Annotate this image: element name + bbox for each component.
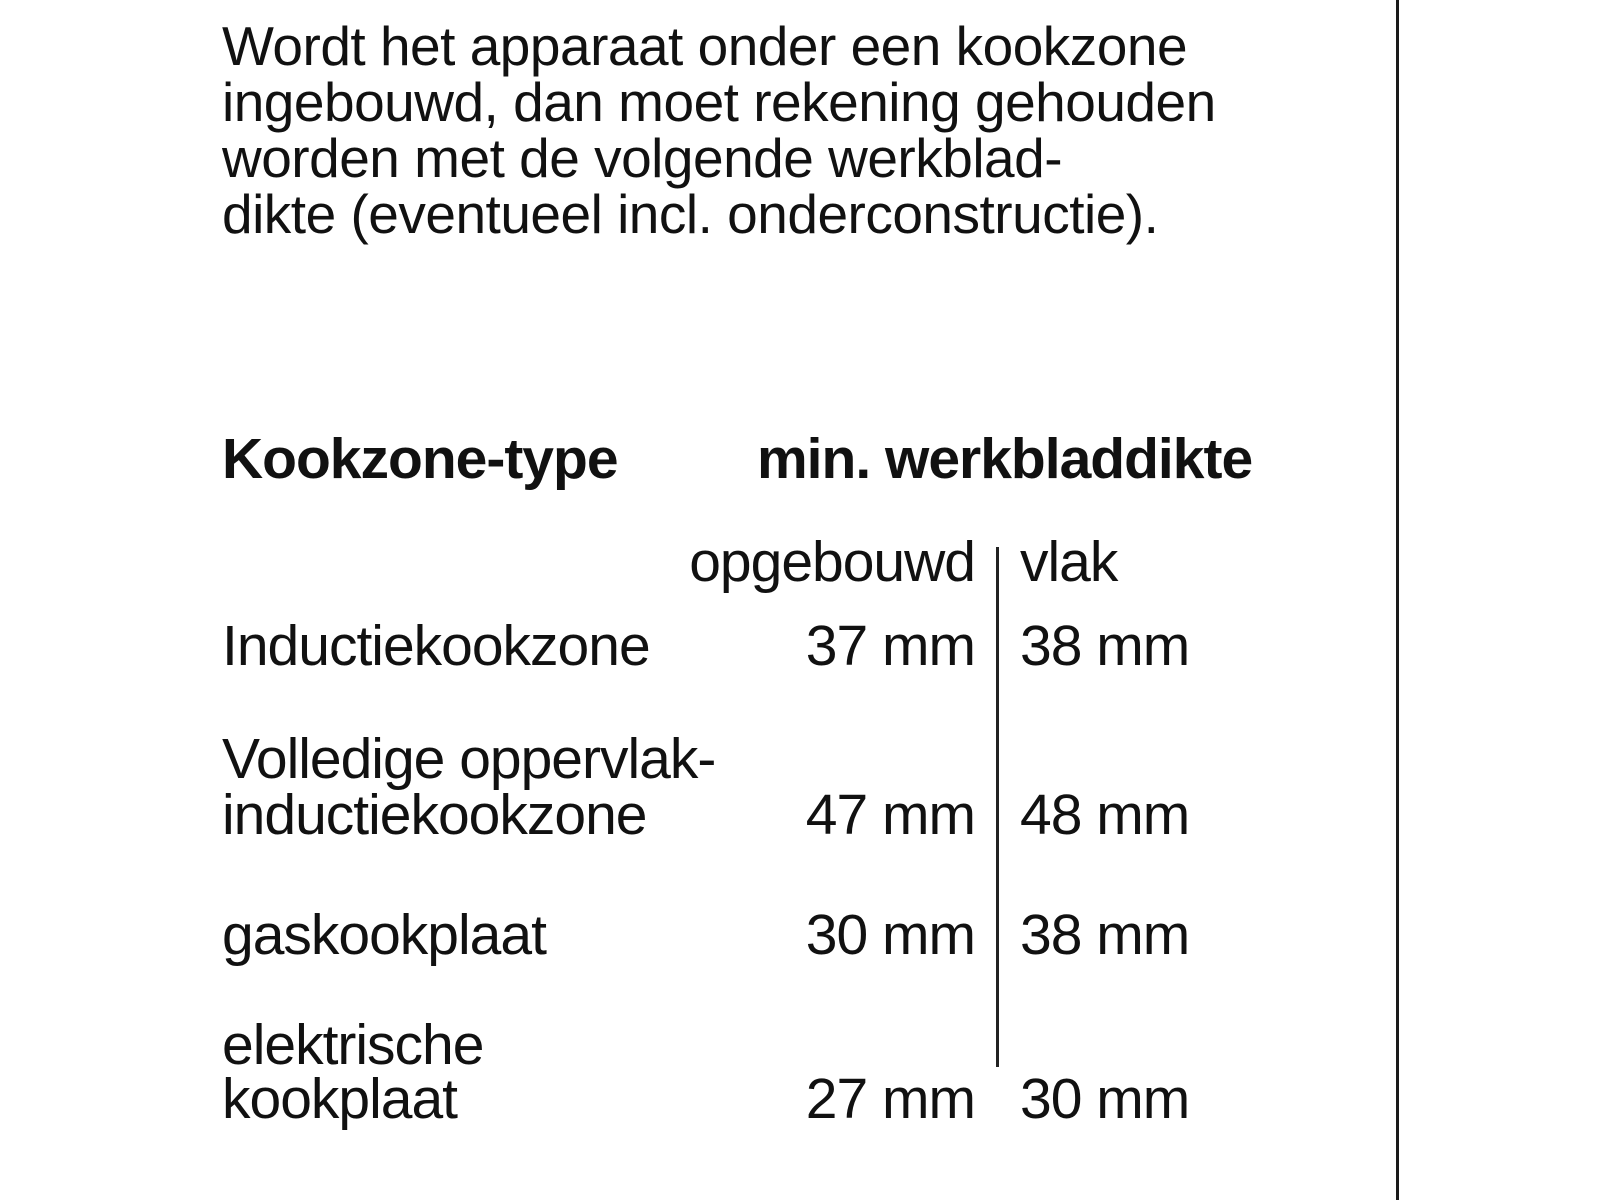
row-value-vlak: 38 mm [1020,614,1190,678]
column-header-kookzone-type: Kookzone-type [222,427,618,491]
row-value-opgebouwd: 27 mm [805,1067,975,1131]
column-divider-line [996,547,999,1067]
row-value-opgebouwd: 37 mm [805,614,975,678]
subheader-opgebouwd: opgebouwd [689,530,975,594]
page-edge-line [1396,0,1399,1200]
row-value-opgebouwd: 30 mm [805,903,975,967]
row-label-elektrische-line2: kookplaat [222,1067,458,1131]
row-value-vlak: 38 mm [1020,903,1190,967]
intro-paragraph [222,15,1216,245]
row-label-elektrische: elektrische [222,1013,484,1077]
intro-line-2: ingebouwd, dan moet rekening gehouden [222,71,1216,133]
row-value-vlak: 30 mm [1020,1067,1190,1131]
subheader-vlak: vlak [1020,530,1118,594]
row-label-volledige-oppervlak-line2: inductiekookzone [222,783,647,847]
row-label-gaskookplaat: gaskookplaat [222,903,546,967]
intro-line-3: worden met de volgende werkblad- [222,127,1063,189]
intro-line-4: dikte (eventueel incl. onderconstructie). [222,183,1159,245]
row-value-opgebouwd: 47 mm [805,783,975,847]
row-label-inductiekookzone: Inductiekookzone [222,614,650,678]
column-header-min-werkbladdikte: min. werkbladdikte [757,427,1253,491]
intro-line-1: Wordt het apparaat onder een kookzone [222,15,1188,77]
row-value-vlak: 48 mm [1020,783,1190,847]
row-label-volledige-oppervlak: Volledige oppervlak- [222,727,716,791]
